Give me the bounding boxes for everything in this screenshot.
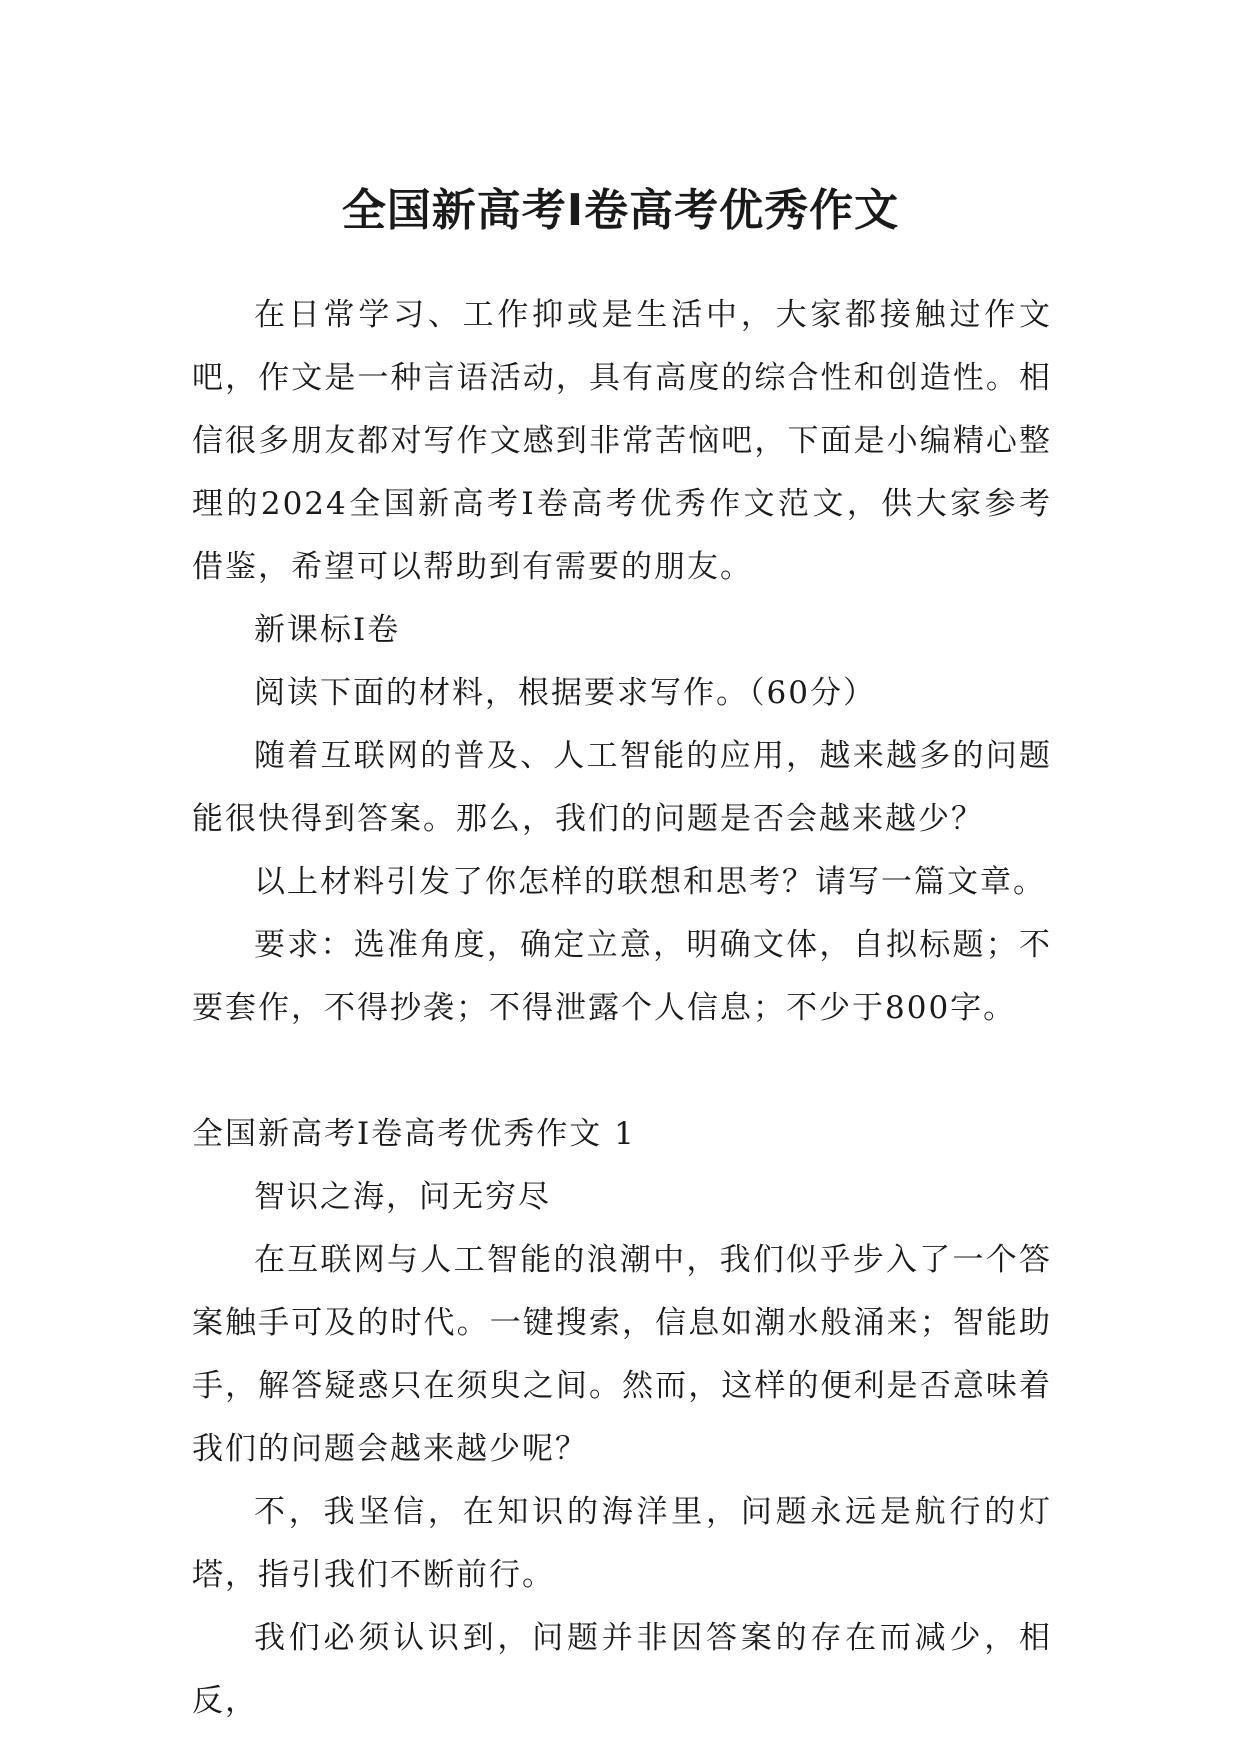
document-body	[192, 284, 1052, 1733]
prompt-instruction: 阅读下面的材料，根据要求写作。（60分）	[254, 675, 876, 711]
question-paragraph: 以上材料引发了你怎样的联想和思考？请写一篇文章。	[254, 864, 1046, 900]
essay-title: 智识之海，问无穷尽	[254, 1179, 551, 1215]
essay-heading: 全国新高考Ⅰ卷高考优秀作文 1	[192, 1116, 636, 1152]
essay-paragraph-1: 在互联网与人工智能的浪潮中，我们似乎步入了一个答案触手可及的时代。一键搜索，信息如潮水般涌来；智能助手，解答疑惑只在须臾之间。然而，这样的便利是否意味着我们的问题会越来越少呢？	[192, 1242, 1052, 1467]
requirements-paragraph: 要求：选准角度，确定立意，明确文体，自拟标题；不要套作，不得抄袭；不得泄露个人信息；不少于800字。	[192, 927, 1052, 1026]
section-gap	[192, 1040, 1052, 1103]
material-paragraph: 随着互联网的普及、人工智能的应用，越来越多的问题能很快得到答案。那么，我们的问题是否会越来越少？	[192, 738, 1052, 837]
intro-paragraph: 在日常学习、工作抑或是生活中，大家都接触过作文吧，作文是一种言语活动，具有高度的综合性和创造性。相信很多朋友都对写作文感到非常苦恼吧，下面是小编精心整理的2024全国新高考Ⅰ卷高考优秀作文范文，供大家参考借鉴，希望可以帮助到有需要的朋友。	[192, 297, 1052, 585]
document-title: 全国新高考Ⅰ卷高考优秀作文	[341, 185, 900, 237]
essay-paragraph-2: 不，我坚信，在知识的海洋里，问题永远是航行的灯塔，指引我们不断前行。	[192, 1494, 1052, 1593]
paper-label: 新课标Ⅰ卷	[254, 612, 401, 648]
essay-paragraph-3: 我们必须认识到，问题并非因答案的存在而减少，相反，	[192, 1620, 1052, 1719]
